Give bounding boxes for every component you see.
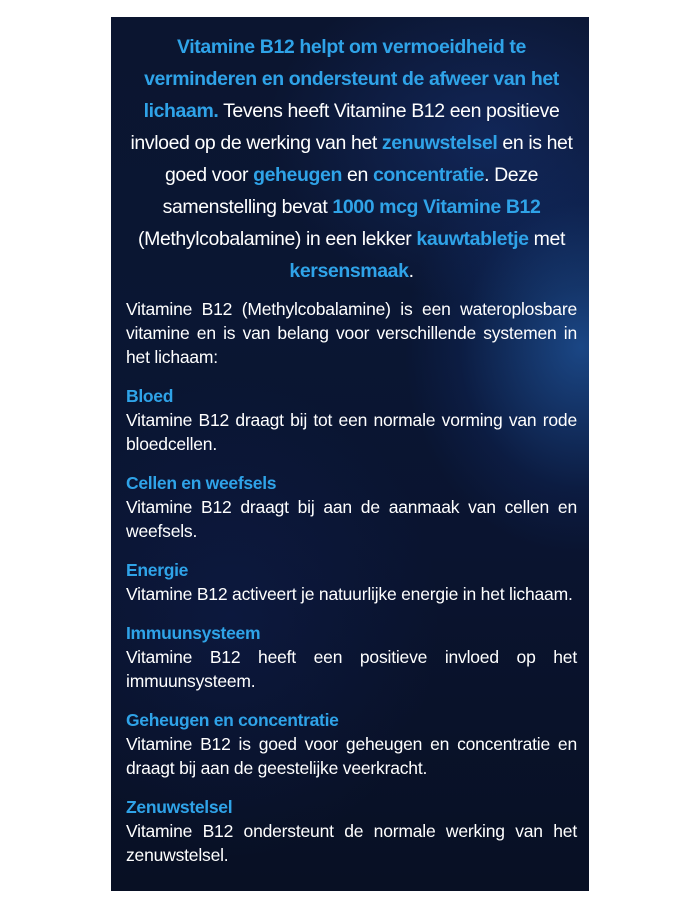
product-info-panel bbox=[111, 17, 589, 891]
intro-highlight-form: kauwtabletje bbox=[416, 228, 529, 250]
intro-text: en is het goed voor bbox=[164, 132, 573, 186]
description-paragraph: Vitamine B12 (Methylcobalamine) is een wateroplosbare vitamine en is van belang voor verschillende systemen in het lichaam: bbox=[126, 299, 577, 367]
section-text: Vitamine B12 heeft een positieve invloed op het immuunsysteem. bbox=[126, 647, 577, 691]
section-title: Geheugen en concentratie bbox=[126, 710, 339, 730]
section-text: Vitamine B12 ondersteunt de normale werking van het zenuwstelsel. bbox=[126, 821, 577, 865]
section-energie bbox=[126, 558, 577, 606]
section-text: Vitamine B12 is goed voor geheugen en concentratie en draagt bij aan de geestelijke veerkracht. bbox=[126, 734, 577, 778]
section-immuunsysteem bbox=[126, 621, 577, 693]
section-text: Vitamine B12 draagt bij tot een normale vorming van rode bloedcellen. bbox=[126, 410, 577, 454]
intro-text: (Methylcobalamine) in een lekker bbox=[138, 228, 417, 250]
intro-highlight-geheugen: geheugen bbox=[253, 164, 342, 186]
section-title: Zenuwstelsel bbox=[126, 797, 233, 817]
intro-highlight-zenuwstelsel: zenuwstelsel bbox=[381, 132, 498, 154]
section-title: Immuunsysteem bbox=[126, 623, 261, 643]
section-title: Bloed bbox=[126, 386, 174, 406]
intro-highlight-flavor: kersensmaak bbox=[289, 260, 409, 282]
intro-highlight-dosage: 1000 mcg Vitamine B12 bbox=[332, 196, 541, 218]
section-title: Cellen en weefsels bbox=[126, 473, 277, 493]
intro-text: . Deze samenstelling bevat bbox=[162, 164, 539, 218]
section-title: Energie bbox=[126, 560, 189, 580]
intro-highlight-concentratie: concentratie bbox=[372, 164, 485, 186]
section-cellen-en-weefsels bbox=[126, 471, 577, 543]
section-zenuwstelsel bbox=[126, 795, 577, 867]
intro-text: . bbox=[408, 260, 414, 282]
section-text: Vitamine B12 draagt bij aan de aanmaak van cellen en weefsels. bbox=[126, 497, 577, 541]
intro-paragraph bbox=[126, 31, 577, 287]
section-text: Vitamine B12 activeert je natuurlijke energie in het lichaam. bbox=[126, 584, 573, 604]
section-geheugen-en-concentratie bbox=[126, 708, 577, 780]
intro-text: en bbox=[342, 164, 373, 186]
intro-highlight-claim: Vitamine B12 helpt om vermoeidheid te verminderen en ondersteunt de afweer van het lichaam. bbox=[143, 36, 559, 122]
section-bloed bbox=[126, 384, 577, 456]
intro-text: Tevens heeft Vitamine B12 een positieve invloed op de werking van het bbox=[130, 100, 560, 154]
intro-text: met bbox=[528, 228, 565, 250]
